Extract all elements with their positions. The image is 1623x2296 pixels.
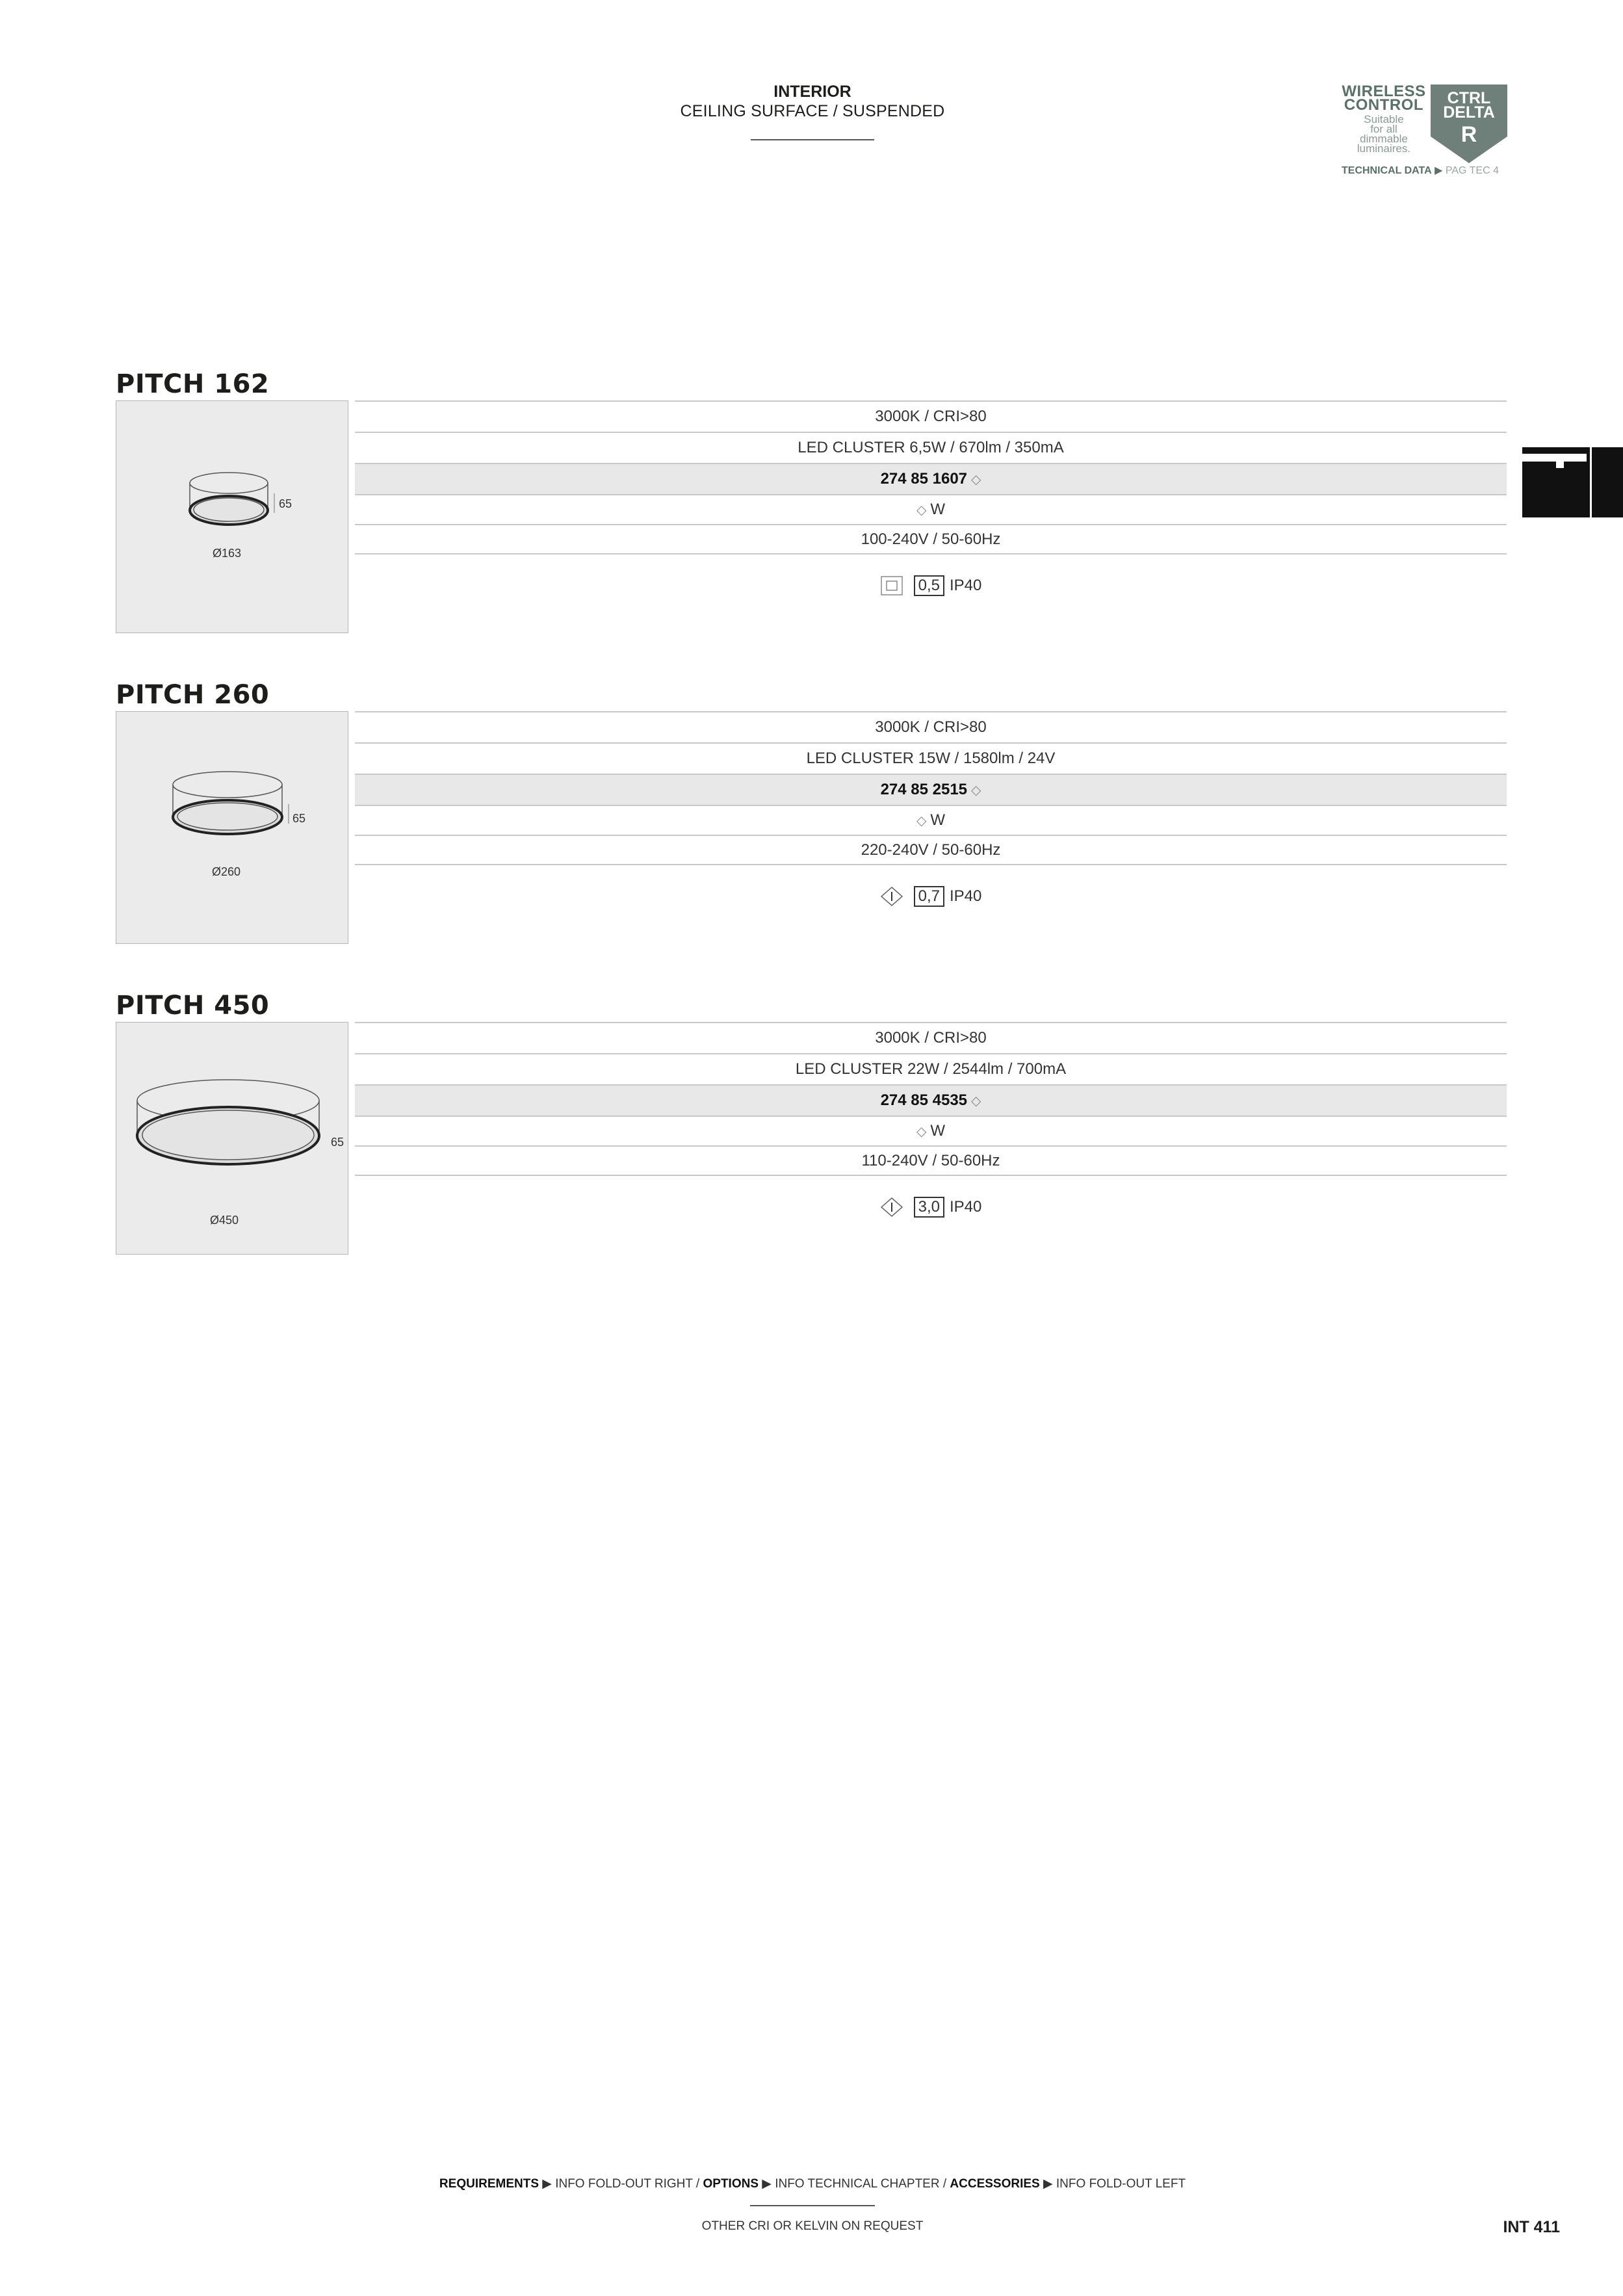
diamond-icon: ◇ (916, 813, 927, 828)
spec-table (355, 1022, 1507, 1238)
product-drawing (116, 711, 348, 944)
arrow-right-icon: ▶ (542, 2177, 552, 2191)
diamond-icon: ◇ (971, 472, 981, 487)
product-drawing (116, 1022, 348, 1255)
ceiling-fixture-icon (1522, 454, 1587, 462)
ip-rating: IP40 (950, 887, 982, 905)
diameter-label: Ø260 (212, 865, 241, 878)
voltage-row: 100-240V / 50-60Hz (355, 524, 1507, 554)
diamond-icon: ◇ (916, 502, 927, 517)
weight-value: 0,5 (914, 575, 944, 596)
category-subtitle: CEILING SURFACE / SUSPENDED (680, 102, 945, 120)
luminaire-drawing-icon (116, 1023, 349, 1255)
product-code: 274 85 1607 (880, 470, 968, 488)
cct-row: 3000K / CRI>80 (355, 400, 1507, 432)
height-label: 65 (279, 497, 292, 510)
finish-color: W (930, 501, 946, 518)
weight-value: 0,7 (914, 886, 944, 907)
shield-label: CTRL DELTA (1443, 89, 1495, 122)
spec-table (355, 400, 1507, 617)
diamond-i-icon (880, 1197, 903, 1218)
ip-rating: IP40 (950, 577, 982, 594)
voltage-row: 110-240V / 50-60Hz (355, 1145, 1507, 1176)
source-row: LED CLUSTER 22W / 2544lm / 700mA (355, 1053, 1507, 1084)
diameter-label: Ø450 (210, 1214, 239, 1227)
arrow-right-icon: ▶ (1043, 2177, 1053, 2191)
finish-color: W (930, 1122, 946, 1140)
page-number: INT 411 (1503, 2218, 1560, 2236)
footer-divider (750, 2205, 875, 2206)
shield-letter: R (1461, 122, 1477, 147)
chapter-tab[interactable] (1522, 447, 1623, 517)
luminaire-drawing-icon (116, 401, 349, 634)
requirements-label[interactable]: REQUIREMENTS (439, 2177, 539, 2191)
wireless-note: Suitable for all dimmable luminaires. (1357, 113, 1411, 155)
product-drawing (116, 400, 348, 633)
product-name: PITCH 450 (116, 991, 270, 1021)
voltage-row: 220-240V / 50-60Hz (355, 835, 1507, 865)
arrow-right-icon: ▶ (1435, 165, 1443, 176)
weight-value: 3,0 (914, 1197, 944, 1218)
diamond-icon: ◇ (971, 1093, 981, 1108)
height-label: 65 (331, 1136, 344, 1149)
finish-row (355, 805, 1507, 835)
source-row: LED CLUSTER 6,5W / 670lm / 350mA (355, 432, 1507, 463)
code-row[interactable] (355, 463, 1507, 494)
code-row[interactable] (355, 1084, 1507, 1115)
symbols-row (355, 1176, 1507, 1238)
wireless-control-label: WIRELESS CONTROL (1342, 83, 1426, 114)
symbols-row (355, 865, 1507, 928)
product-code: 274 85 2515 (880, 781, 968, 798)
page-header (650, 82, 975, 140)
code-row[interactable] (355, 774, 1507, 805)
category-title: INTERIOR (773, 83, 851, 101)
height-label: 65 (292, 812, 306, 825)
diamond-i-icon (880, 886, 903, 907)
product-name: PITCH 162 (116, 369, 270, 399)
product-name: PITCH 260 (116, 680, 270, 710)
source-row: LED CLUSTER 15W / 1580lm / 24V (355, 742, 1507, 774)
spec-table (355, 711, 1507, 928)
product-block (116, 991, 1507, 1264)
arrow-right-icon: ▶ (762, 2177, 772, 2191)
diameter-label: Ø163 (213, 547, 242, 560)
finish-color: W (930, 811, 946, 829)
luminaire-drawing-icon (116, 712, 349, 945)
technical-data-link[interactable]: TECHNICAL DATA ▶ PAG TEC 4 (1342, 165, 1499, 176)
ip-rating: IP40 (950, 1198, 982, 1216)
header-divider (751, 139, 874, 140)
diamond-icon: ◇ (916, 1124, 927, 1139)
diamond-icon: ◇ (971, 783, 981, 798)
product-block (116, 369, 1507, 642)
product-code: 274 85 4535 (880, 1091, 968, 1109)
product-block (116, 680, 1507, 953)
finish-row (355, 494, 1507, 524)
symbols-row (355, 554, 1507, 617)
square-icon (880, 575, 903, 596)
accessories-label[interactable]: ACCESSORIES (950, 2177, 1040, 2191)
footer-note: OTHER CRI OR KELVIN ON REQUEST (701, 2219, 924, 2233)
wireless-control-badge (1342, 83, 1511, 181)
cct-row: 3000K / CRI>80 (355, 711, 1507, 742)
cct-row: 3000K / CRI>80 (355, 1022, 1507, 1053)
footer-references: REQUIREMENTS ▶ INFO FOLD-OUT RIGHT / OPTIONS ▶ INFO TECHNICAL CHAPTER / ACCESSORIES ▶ INFO FOLD-OUT LEFT (439, 2177, 1186, 2191)
options-label[interactable]: OPTIONS (703, 2177, 759, 2191)
finish-row (355, 1115, 1507, 1145)
